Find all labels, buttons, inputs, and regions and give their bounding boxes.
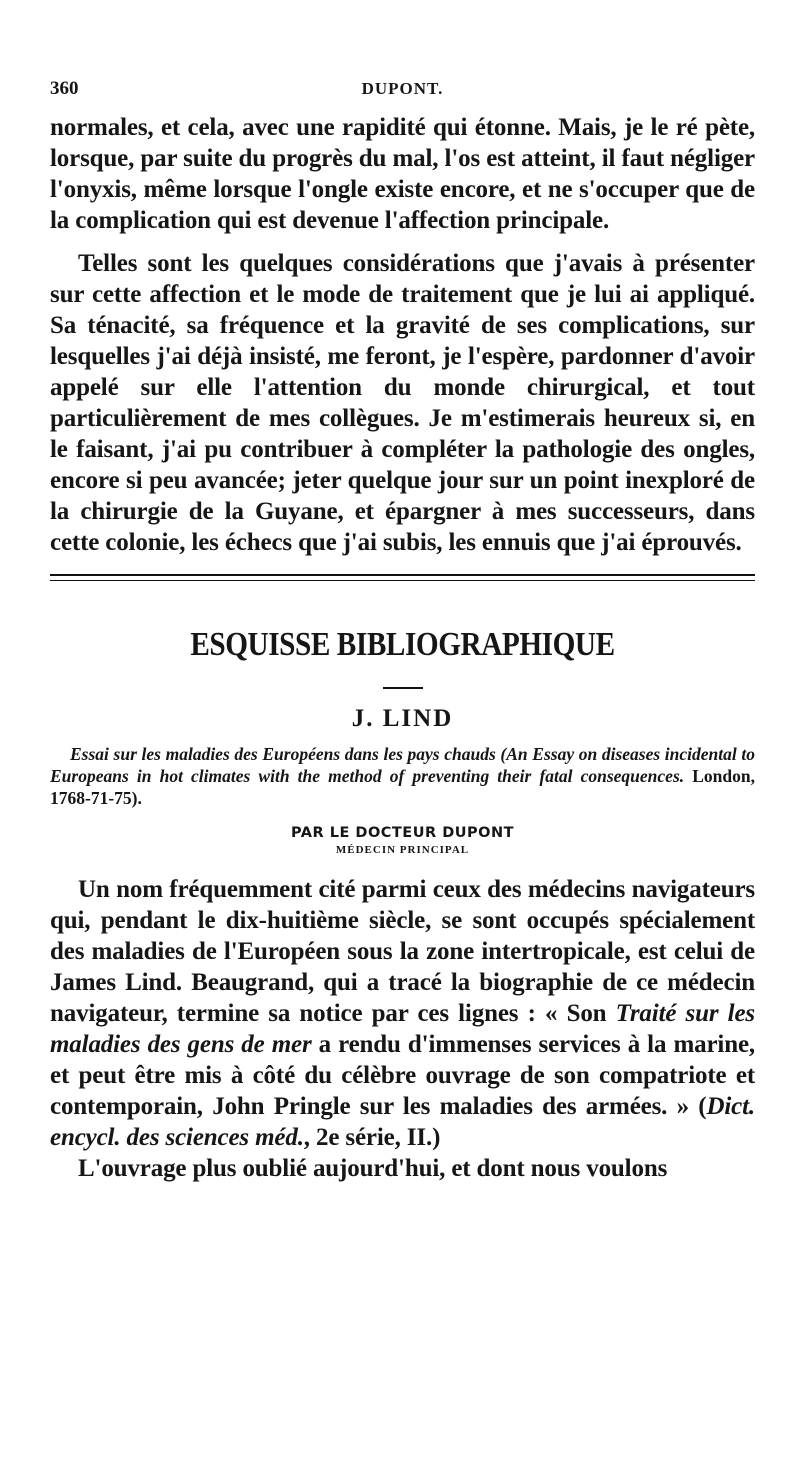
title-rule <box>383 687 423 689</box>
paragraph-continuation: normales, et cela, avec une rapidité qui étonne. Mais, je le ré pète, lorsque, par suite du progrès du mal, l'os est atteint, il faut négliger l'onyxis, même lorsque l'ongle existe encore, et ne s'occuper que de la complication qui est devenue l'affection principale. <box>50 114 755 234</box>
byline: PAR LE DOCTEUR DUPONT <box>290 825 514 841</box>
book-page <box>50 78 755 1184</box>
citation-title: Essai sur les maladies des Européens dans les pays chauds (An Essay on diseases incidental to Europeans in hot climates with the method of preventing their fatal consequences. <box>50 744 755 786</box>
body-text: Un nom fréquemment cité parmi ceux des médecins navigateurs qui, pendant le dix-huitième siècle, se sont occupés spécialement des maladies de l'Européen sous la zone intertropicale, est celui de James Lind. Beaugrand, qui a tracé la biographie de ce médecin navigateur, termine sa notice par ces lignes : « Son <box>50 876 755 1027</box>
section-title: ESQUISSE BIBLIOGRAPHIQUE <box>190 626 615 663</box>
byline-role: MÉDECIN PRINCIPAL <box>335 844 470 856</box>
page-number: 360 <box>50 78 79 99</box>
paragraph-conclusion: Telles sont les quelques considérations que j'avais à présenter sur cette affection et le mode de traitement que je lui ai appliqué. Sa ténacité, sa fréquence et la gravité de ses complications, sur lesquelles j'ai déjà insisté, me feront, je l'espère, pardonner d'avoir appelé sur elle l'attention du monde chirurgical, et tout particulièrement de mes collègues. Je m'estimerais heureux si, en le faisant, j'ai pu contribuer à compléter la pathologie des ongles, encore si peu avancée; jeter quelque jour sur un point inexploré de la chirurgie de la Guyane, et épargner à mes successeurs, dans cette colonie, les échecs que j'ai subis, les ennuis que j'ai éprouvés. <box>50 250 755 556</box>
subject-author: J. LIND <box>351 705 454 732</box>
body-paragraph <box>50 874 755 1153</box>
body-text: a rendu d'immenses services à la marine, et peut être mis à côté du célèbre ouvrage de son compatriote et contemporain, John Pringle sur les maladies des armées. » ( <box>50 1031 756 1120</box>
citation-imprint: London, 1768-71-75). <box>50 766 755 808</box>
bibliographic-citation <box>50 743 755 809</box>
body-text: , 2e série, II.) <box>303 1124 441 1151</box>
article-body <box>50 874 755 1184</box>
running-title: DUPONT. <box>361 79 444 98</box>
body-paragraph: L'ouvrage plus oublié aujourd'hui, et dont nous voulons <box>78 1155 668 1182</box>
running-head <box>50 78 755 112</box>
section-divider <box>50 574 755 581</box>
body-italic-title: Traité sur les maladies des gens de mer <box>50 1000 756 1058</box>
body-italic-reference: Dict. encycl. des sciences méd. <box>50 1093 755 1151</box>
